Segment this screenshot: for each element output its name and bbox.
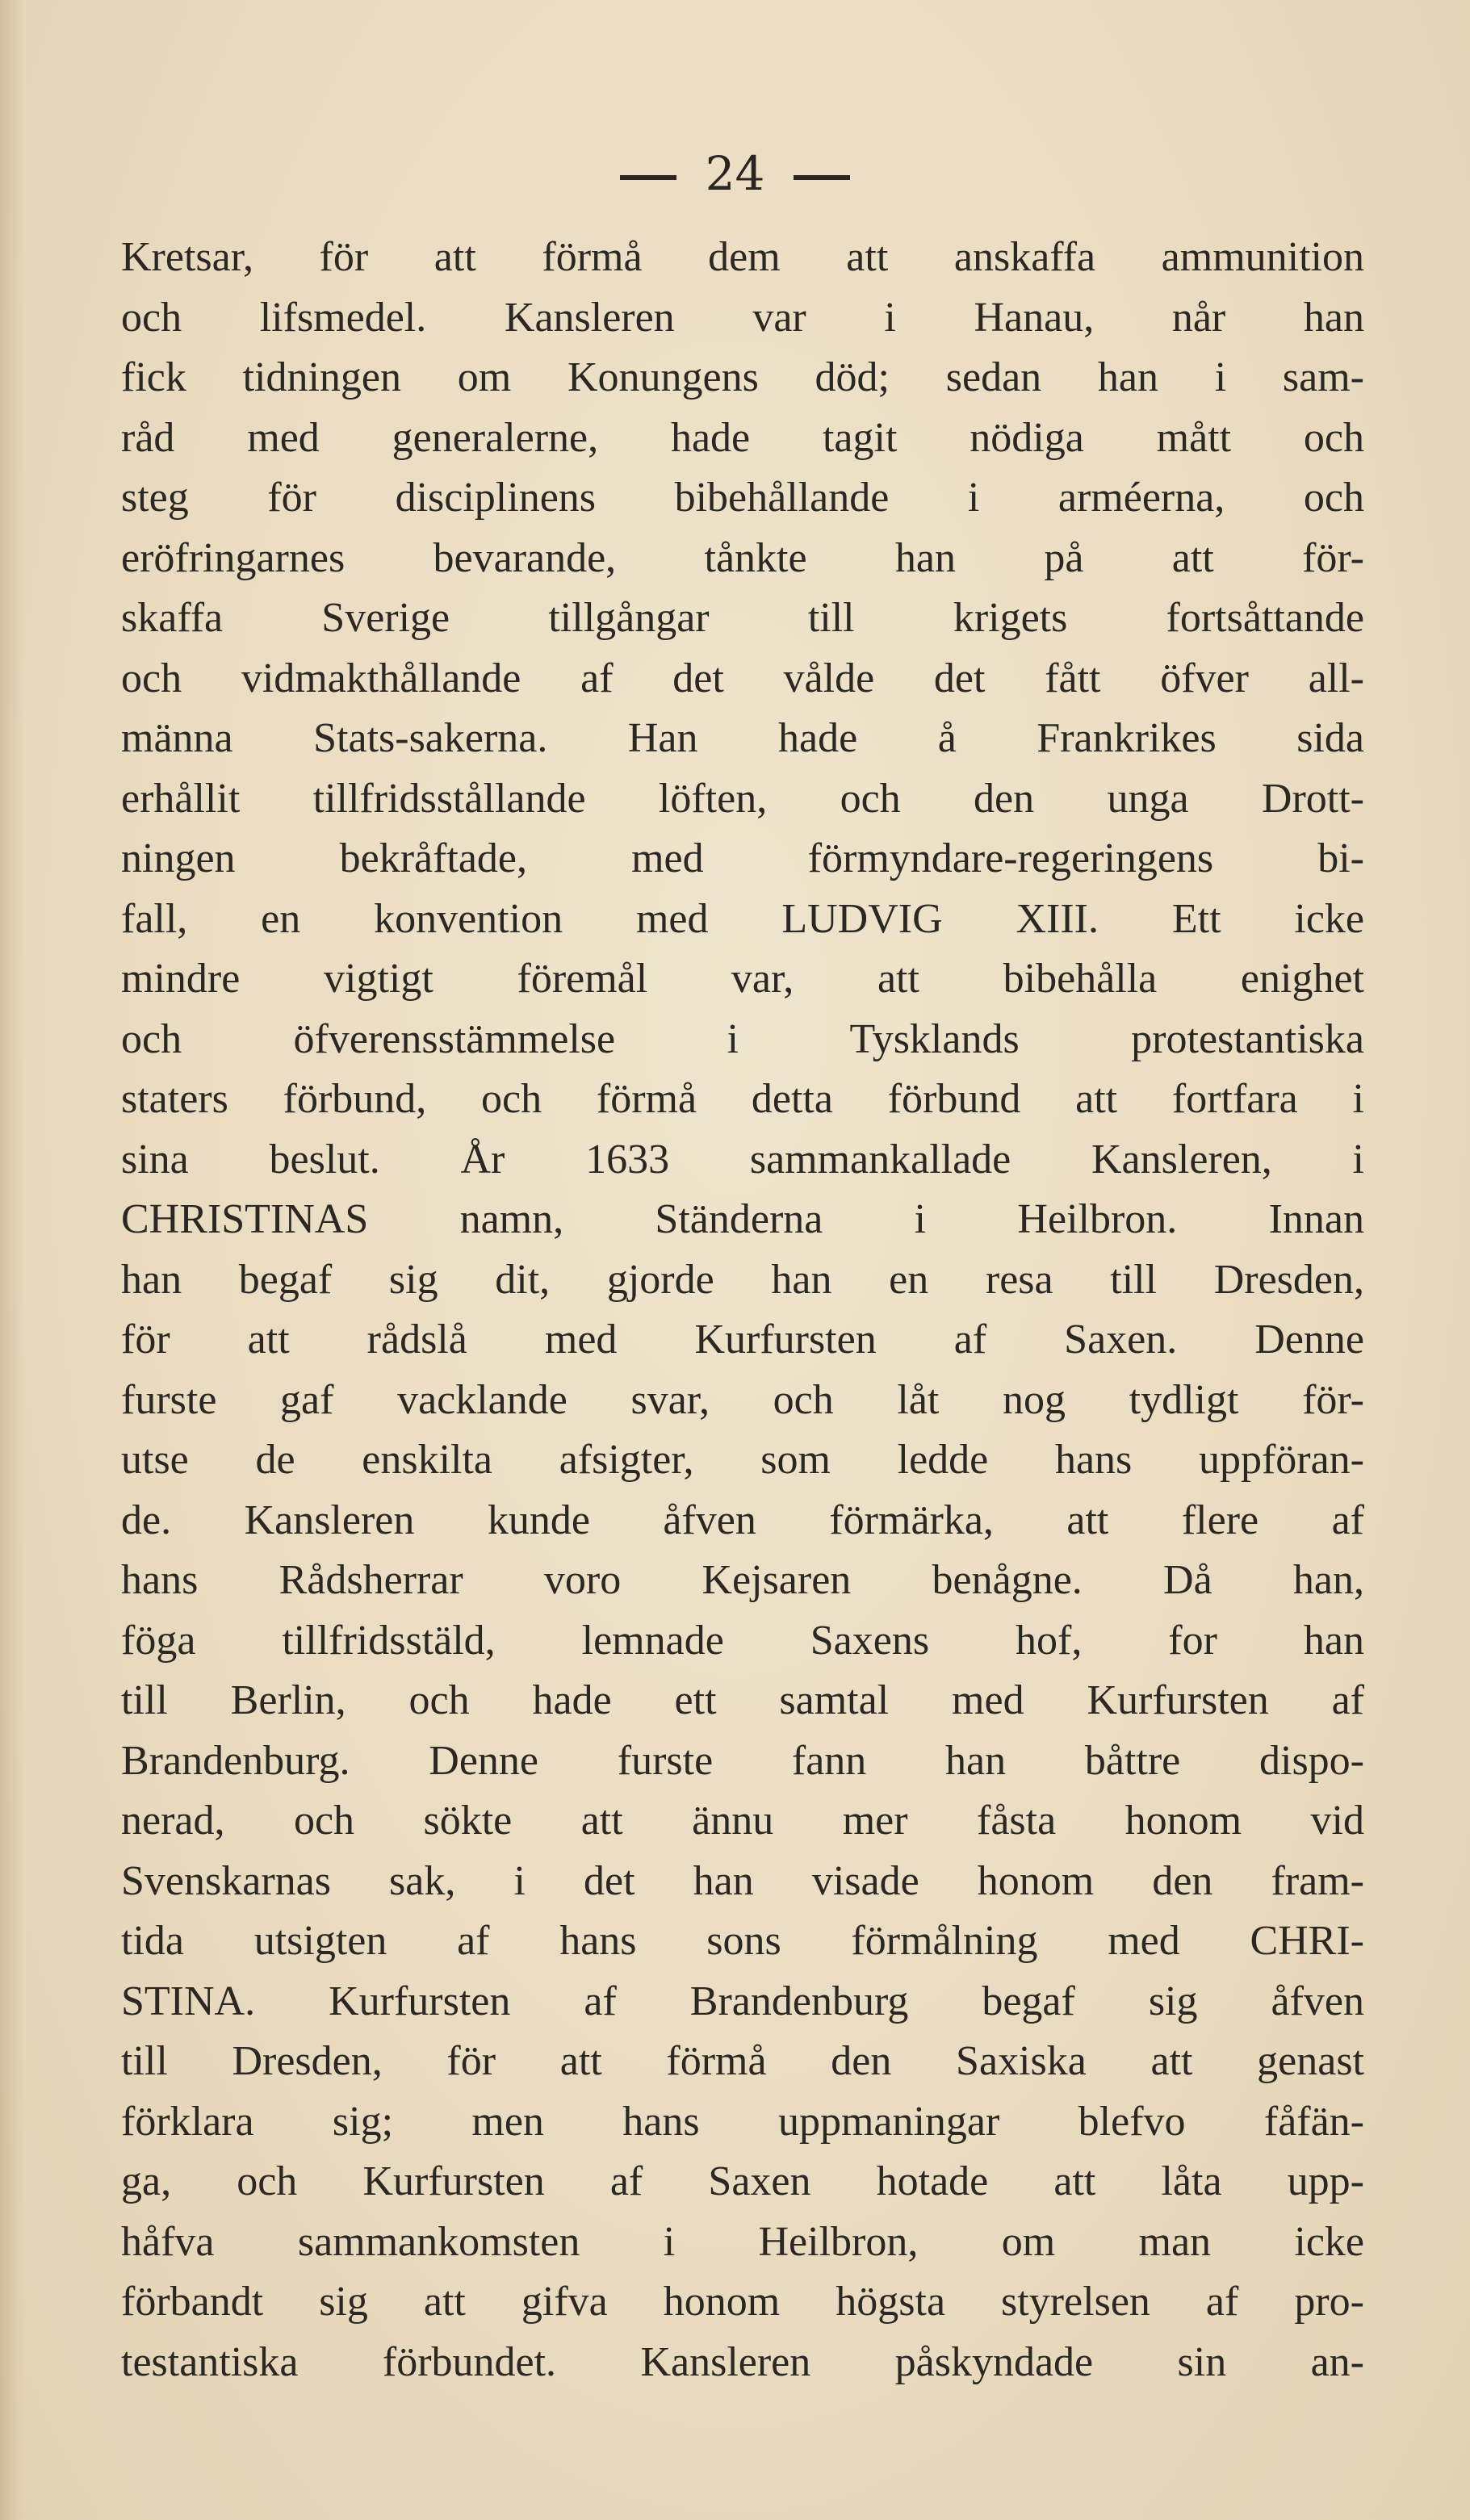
text-line: männa Stats-sakerna. Han hade å Frankrikes sida [121, 715, 1364, 761]
text-line: Kretsar, för att förmå dem att anskaffa ammunition [121, 234, 1364, 280]
text-line: förklara sig; men hans uppmaningar blefvo fåfän- [121, 2098, 1364, 2145]
text-line: ningen bekråftade, med förmyndare-regeringens bi- [121, 835, 1364, 881]
text-line: Brandenburg. Denne furste fann han båttre dispo- [121, 1737, 1364, 1784]
text-line: mindre vigtigt föremål var, att bibehålla enighet [121, 956, 1364, 1002]
text-line: ga, och Kurfursten af Saxen hotade att låta upp- [121, 2158, 1364, 2204]
text-line: de. Kansleren kunde åfven förmärka, att flere af [121, 1497, 1364, 1543]
text-line: till Dresden, för att förmå den Saxiska att genast [121, 2038, 1364, 2084]
text-line: för att rådslå med Kurfursten af Saxen. Denne [121, 1317, 1364, 1363]
text-line: eröfringarnes bevarande, tånkte han på att för- [121, 534, 1364, 581]
text-line: fick tidningen om Konungens död; sedan han i sam- [121, 354, 1364, 400]
text-line: håfva sammankomsten i Heilbron, om man icke [121, 2218, 1364, 2265]
text-line: Svenskarnas sak, i det han visade honom den fram- [121, 1857, 1364, 1904]
text-line: furste gaf vacklande svar, och låt nog tydligt för- [121, 1376, 1364, 1423]
header-dash-right [794, 175, 850, 180]
text-line: steg för disciplinens bibehållande i arméerna, och [121, 475, 1364, 521]
text-line: testantiska förbundet. Kansleren påskyndade sin an- [121, 2338, 1364, 2385]
body-text [121, 228, 1364, 2392]
text-line: nerad, och sökte att ännu mer fåsta honom vid [121, 1798, 1364, 1844]
text-line: och öfverensstämmelse i Tysklands protestantiska [121, 1015, 1364, 1062]
text-line: tida utsigten af hans sons förmålning med CHRI- [121, 1918, 1364, 1964]
text-line: sina beslut. År 1633 sammankallade Kansleren, i [121, 1136, 1364, 1183]
page-header [0, 141, 1470, 206]
text-line: han begaf sig dit, gjorde han en resa till Dresden, [121, 1256, 1364, 1303]
text-line: föga tillfridsstäld, lemnade Saxens hof, for han [121, 1617, 1364, 1664]
page-number: 24 [705, 146, 765, 201]
text-line: och lifsmedel. Kansleren var i Hanau, når han [121, 294, 1364, 341]
text-line: fall, en konvention med LUDVIG XIII. Ett icke [121, 895, 1364, 942]
text-line: staters förbund, och förmå detta förbund att fortfara i [121, 1076, 1364, 1122]
text-line: CHRISTINAS namn, Ständerna i Heilbron. Innan [121, 1196, 1364, 1242]
text-line: förbandt sig att gifva honom högsta styrelsen af pro- [121, 2279, 1364, 2325]
text-line: STINA. Kurfursten af Brandenburg begaf sig åfven [121, 1978, 1364, 2024]
text-line: utse de enskilta afsigter, som ledde hans uppföran- [121, 1437, 1364, 1483]
header-dash-left [620, 175, 676, 180]
text-line: hans Rådsherrar voro Kejsaren benågne. Då han, [121, 1557, 1364, 1603]
text-line: skaffa Sverige tillgångar till krigets fortsåttande [121, 595, 1364, 641]
page-edge-shadow [0, 0, 24, 2520]
text-line: och vidmakthållande af det vålde det fått öfver all- [121, 655, 1364, 701]
text-line: till Berlin, och hade ett samtal med Kurfursten af [121, 1677, 1364, 1723]
text-line: erhållit tillfridsstållande löften, och den unga Drott- [121, 775, 1364, 822]
text-line: råd med generalerne, hade tagit nödiga mått och [121, 414, 1364, 461]
